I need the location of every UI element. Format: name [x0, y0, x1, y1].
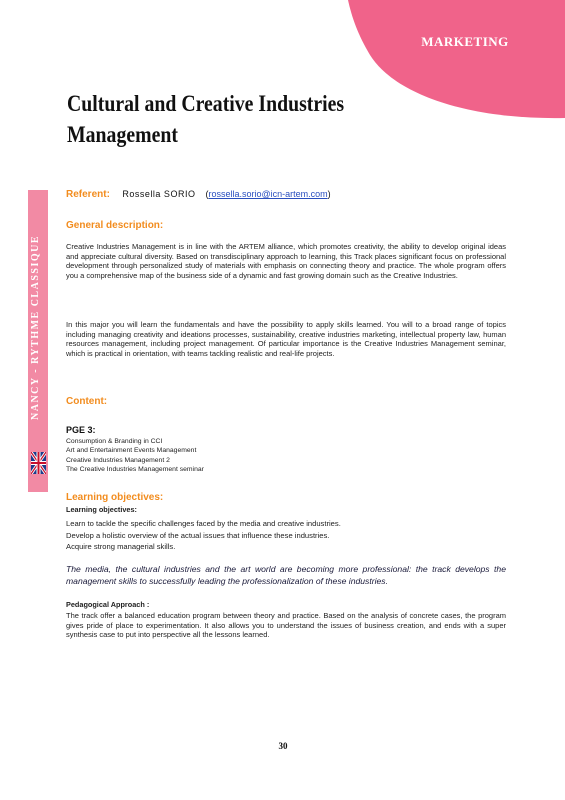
- pedagogical-approach-heading: Pedagogical Approach :: [66, 600, 150, 609]
- content-item: Art and Entertainment Events Management: [66, 447, 197, 455]
- objective-item: Acquire strong managerial skills.: [66, 542, 176, 552]
- page-title: Cultural and Creative Industries Management: [67, 91, 345, 147]
- sidebar-vertical-label: [30, 234, 41, 421]
- uk-flag-icon: [31, 452, 46, 474]
- referent-name: Rossella SORIO: [122, 189, 196, 199]
- objective-item: Learn to tackle the specific challenges faced by the media and creative industries.: [66, 519, 341, 528]
- general-description-heading: General description:: [66, 220, 164, 231]
- description-paragraph: In this major you will learn the fundamentals and have the possibility to apply skills learned. You will to a broad range of topics including managing creativity and ideations processes, sustainability, creative industries marketing, intellectual property law, human resources management, including project management. Of particular importance is the Creative Industries Management seminar, which is practical in orientation, with teams tackling realistic and real-life projects.: [66, 320, 506, 358]
- highlight-quote: The media, the cultural industries and the art world are becoming more professional: the track develops the management skills to successfully leading the professionalization of these industries.: [66, 564, 506, 586]
- page-number: 30: [278, 741, 288, 751]
- content-item: Creative Industries Management 2: [66, 456, 170, 464]
- referent-label: Referent:: [66, 189, 110, 200]
- referent-line: Referent: Rossella SORIO (rossella.sorio@icn-artem.com): [66, 189, 331, 200]
- referent-email-link[interactable]: rossella.sorio@icn-artem.com: [208, 189, 328, 199]
- pge-label: PGE 3:: [66, 425, 96, 435]
- pedagogical-approach-text: The track offer a balanced education program between theory and practice. Based on the analysis of concrete cases, the program gives pride of place to experimentation. It also allows you to understand the issues of business creation, and ends with a super synthesis case to put into perspective all the lessons learned.: [66, 611, 506, 640]
- content-item: The Creative Industries Management seminar: [66, 466, 204, 474]
- learning-objectives-subheading: Learning objectives:: [66, 505, 137, 514]
- learning-objectives-heading: Learning objectives:: [66, 492, 164, 503]
- description-paragraph: Creative Industries Management is in line with the ARTEM alliance, which promotes creativity, the ability to develop original ideas and appreciate cultural diversity. Based on transdisciplinary approach to learning, this Track places significant focus on professional development through personalized study of materials with emphasis on connecting theory and practice. The whole program offers you a comprehensive map of the business side of a dynamic and fast growing domain such as the Creative Industries.: [66, 242, 506, 280]
- campus-label: NANCY - RYTHME CLASSIQUE: [30, 234, 41, 420]
- learning-objectives-list: [66, 518, 341, 553]
- content-list: [66, 437, 204, 475]
- content-item: Consumption & Branding in CCI: [66, 438, 163, 445]
- objective-item: Develop a holistic overview of the actual issues that influence these industries.: [66, 530, 330, 540]
- content-heading: Content:: [66, 396, 108, 407]
- section-badge: MARKETING: [421, 34, 509, 49]
